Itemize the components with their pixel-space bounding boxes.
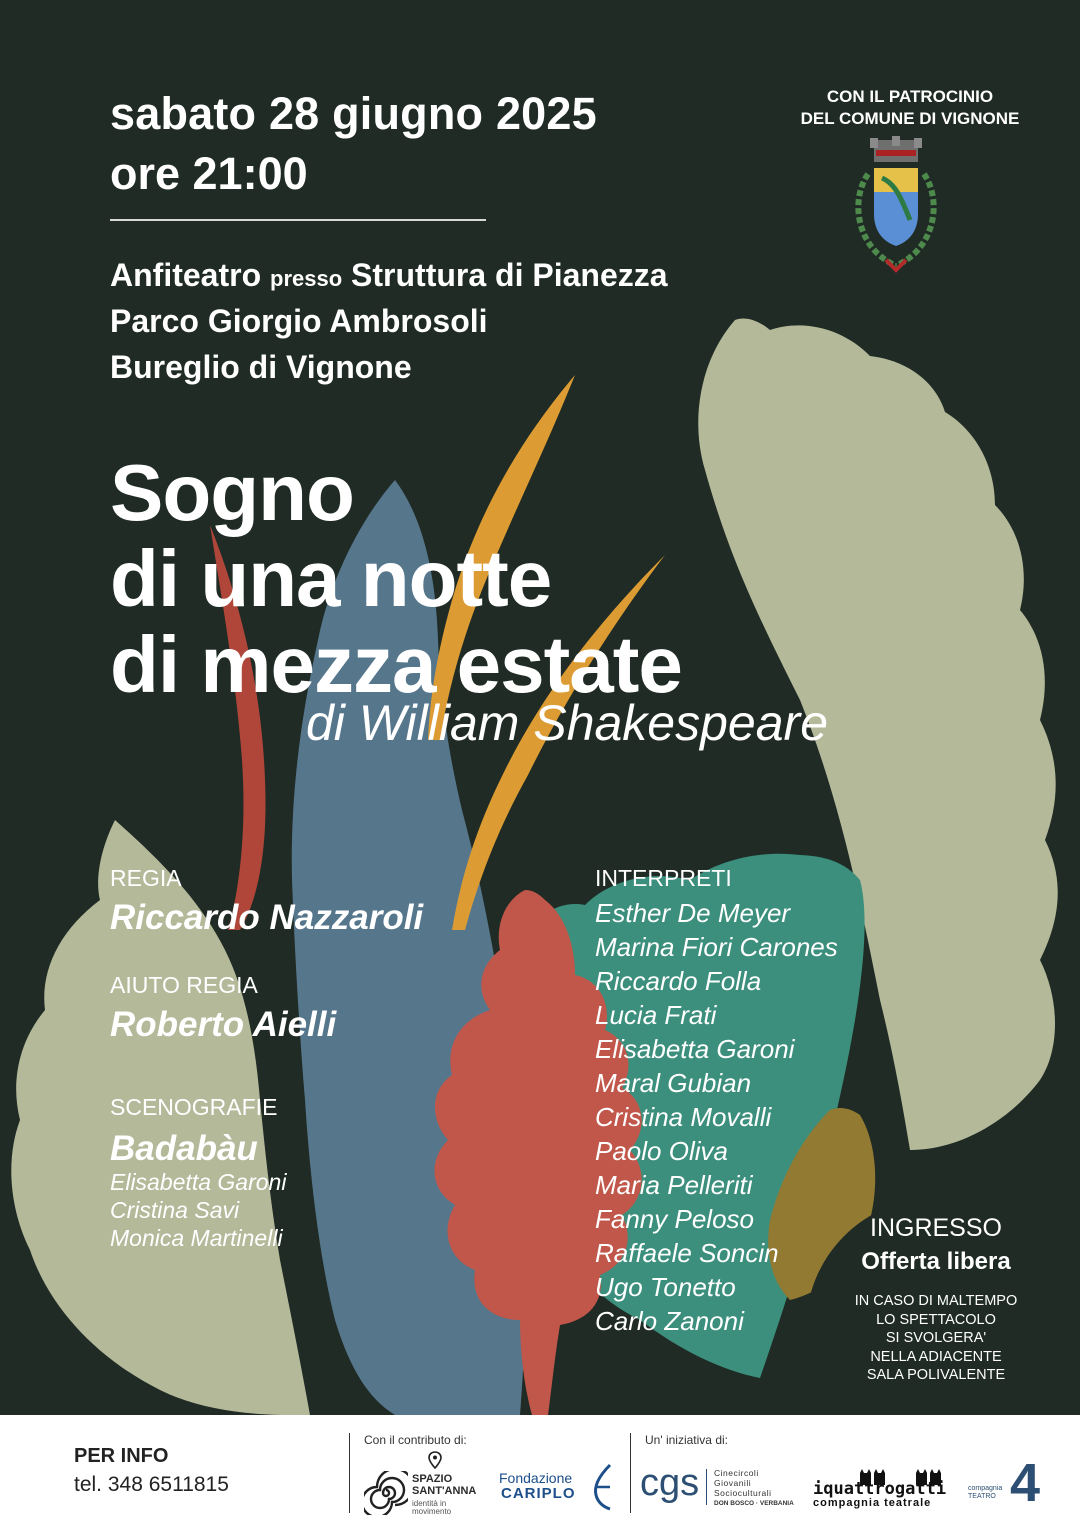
cast-member: Marina Fiori Carones <box>595 932 838 962</box>
teatro4-logo-text: compagnia TEATRO <box>968 1485 1003 1500</box>
scenografie-name: Badabàu <box>110 1129 258 1168</box>
cast-member: Raffaele Soncin <box>595 1238 779 1268</box>
cgs-logo: cgs <box>640 1462 700 1504</box>
regia-name: Riccardo Nazzaroli <box>110 898 424 937</box>
iniziativa-caption: Un' iniziativa di: <box>645 1433 728 1447</box>
show-author: di William Shakespeare <box>306 695 828 751</box>
cast-member: Riccardo Folla <box>595 966 762 996</box>
regia-label: REGIA <box>110 865 182 891</box>
info-label: PER INFO <box>74 1445 169 1467</box>
cariplo-logo-line-1: Fondazione <box>499 1470 573 1486</box>
bad-weather-line: LO SPETTACOLO <box>876 1311 996 1328</box>
show-title-line-1: Sogno <box>110 448 354 537</box>
cast-member: Cristina Movalli <box>595 1102 772 1132</box>
footer-separator <box>349 1433 350 1513</box>
teatro4-number: 4 <box>1010 1453 1041 1513</box>
aiuto-regia-name: Roberto Aielli <box>110 1005 337 1044</box>
cast-member: Ugo Tonetto <box>595 1272 736 1302</box>
cast-member: Maria Pelleriti <box>595 1170 753 1200</box>
info-phone[interactable]: tel. 348 6511815 <box>74 1473 229 1496</box>
scenografie-member: Monica Martinelli <box>110 1225 283 1251</box>
show-title-line-3: di mezza estate <box>110 620 682 709</box>
bad-weather-line: SALA POLIVALENTE <box>866 1367 1006 1383</box>
show-title-line-2: di una notte <box>110 534 552 623</box>
quattrogatti-subtitle: compagnia teatrale <box>813 1497 932 1509</box>
bad-weather-line: SI SVOLGERA' <box>885 1330 987 1346</box>
venue-line-2: Parco Giorgio Ambrosoli <box>110 303 488 339</box>
patronage-text: CON IL PATROCINIO DEL COMUNE DI VIGNONE <box>800 87 1020 128</box>
interpreti-label: INTERPRETI <box>595 865 732 891</box>
cast-member: Maral Gubian <box>595 1068 752 1098</box>
contributo-caption: Con il contributo di: <box>364 1433 467 1447</box>
footer <box>0 1415 1080 1527</box>
admission-value: Offerta libera <box>861 1248 1011 1275</box>
cast-member: Fanny Peloso <box>595 1204 754 1234</box>
cast-member: Carlo Zanoni <box>595 1306 744 1336</box>
cgs-description: Cinecircoli Giovanili Socioculturali <box>714 1468 772 1498</box>
cast-member: Elisabetta Garoni <box>595 1034 795 1064</box>
aiuto-regia-label: AIUTO REGIA <box>110 972 258 998</box>
admission-label: INGRESSO <box>870 1214 1002 1242</box>
bad-weather-line: IN CASO DI MALTEMPO <box>854 1293 1018 1309</box>
vignone-coat-of-arms <box>836 134 956 278</box>
footer-separator <box>630 1433 631 1513</box>
spazio-spiral-icon <box>364 1471 408 1515</box>
cast-member: Esther De Meyer <box>595 898 791 928</box>
cariplo-logo-line-2: CARIPLO <box>501 1485 576 1502</box>
bad-weather-line: NELLA ADIACENTE <box>870 1348 1002 1365</box>
cast-member: Paolo Oliva <box>595 1136 728 1166</box>
venue-line-3: Bureglio di Vignone <box>110 349 412 385</box>
cast-member: Lucia Frati <box>595 1000 717 1030</box>
event-time: ore 21:00 <box>110 148 308 199</box>
cgs-subtitle: DON BOSCO · VERBANIA <box>714 1500 794 1507</box>
scenografie-member: Elisabetta Garoni <box>110 1169 287 1195</box>
spazio-santanna-logo: SPAZIO SANT'ANNA <box>412 1473 477 1497</box>
location-pin-icon <box>428 1451 442 1469</box>
cgs-divider <box>706 1469 707 1505</box>
quattrogatti-logo: iquattrogatti <box>813 1479 947 1499</box>
scenografie-label: SCENOGRAFIE <box>110 1094 278 1120</box>
venue-line-1: Anfiteatro presso Struttura di Pianezza <box>110 257 668 293</box>
scenografie-member: Cristina Savi <box>110 1197 240 1223</box>
cariplo-symbol-icon <box>590 1463 616 1511</box>
divider-line <box>110 219 486 221</box>
spazio-tagline: identità in movimento <box>412 1499 452 1516</box>
event-date: sabato 28 giugno 2025 <box>110 88 597 139</box>
